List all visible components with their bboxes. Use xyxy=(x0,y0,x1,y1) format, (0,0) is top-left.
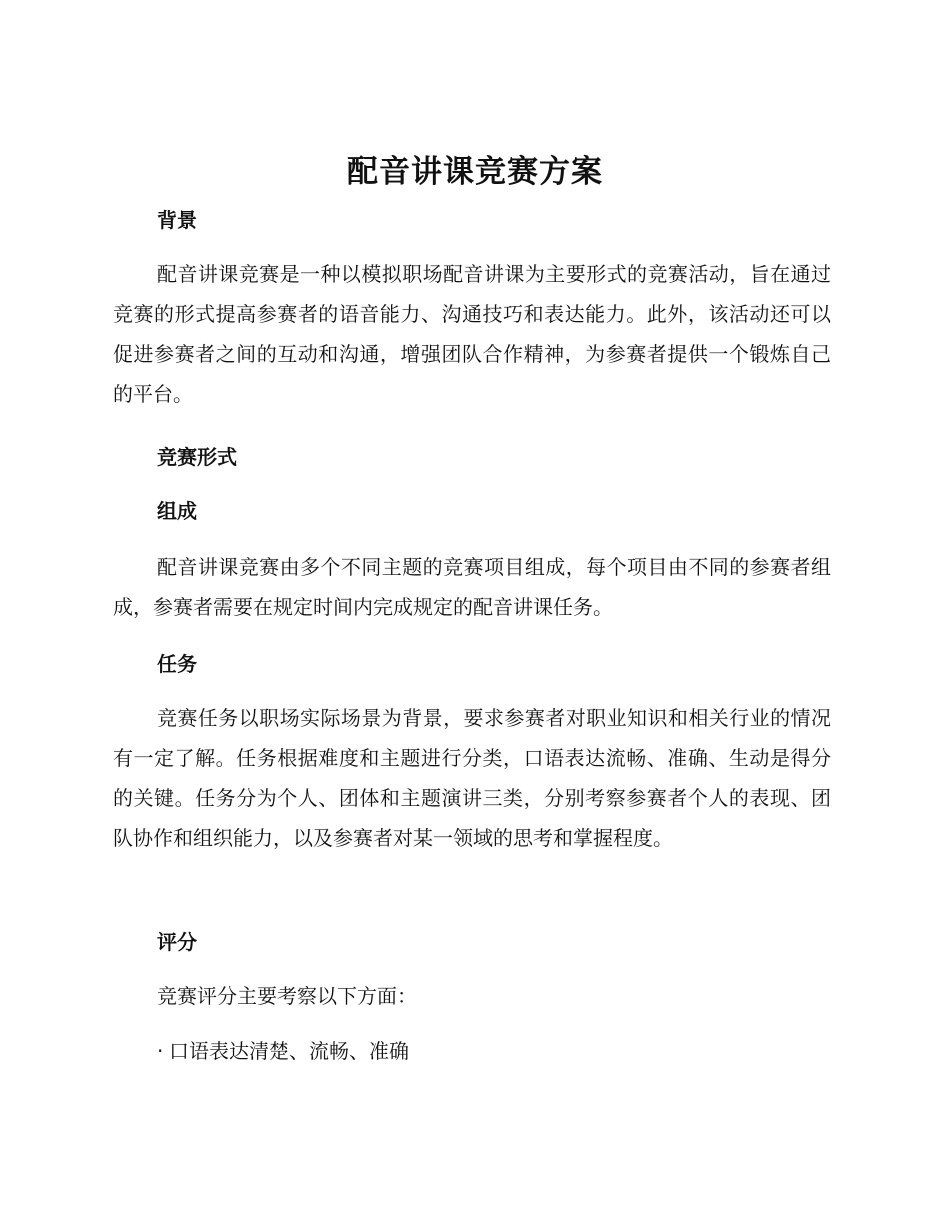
section-heading-scoring: 评分 xyxy=(157,930,197,954)
bullet-marker: · xyxy=(157,1039,164,1063)
document-title: 配音讲课竞赛方案 xyxy=(347,154,603,190)
section-heading-task: 任务 xyxy=(157,652,197,676)
list-item-text: 口语表达清楚、流畅、准确 xyxy=(169,1039,409,1063)
section-heading-background: 背景 xyxy=(157,208,197,232)
list-item xyxy=(157,1036,409,1066)
section-heading-composition: 组成 xyxy=(157,499,197,523)
paragraph-scoring-intro: 竞赛评分主要考察以下方面： xyxy=(157,984,417,1008)
paragraph-composition: 配音讲课竞赛由多个不同主题的竞赛项目组成，每个项目由不同的参赛者组成，参赛者需要在规定时间内完成规定的配音讲课任务。 xyxy=(113,555,831,619)
paragraph-task: 竞赛任务以职场实际场景为背景，要求参赛者对职业知识和相关行业的情况有一定了解。任务根据难度和主题进行分类，口语表达流畅、准确、生动是得分的关键。任务分为个人、团体和主题演讲三类，分别考察参赛者个人的表现、团队协作和组织能力，以及参赛者对某一领域的思考和掌握程度。 xyxy=(113,706,831,850)
section-heading-format: 竞赛形式 xyxy=(157,445,237,469)
paragraph-background: 配音讲课竞赛是一种以模拟职场配音讲课为主要形式的竞赛活动，旨在通过竞赛的形式提高参赛者的语音能力、沟通技巧和表达能力。此外，该活动还可以促进参赛者之间的互动和沟通，增强团队合作精神，为参赛者提供一个锻炼自己的平台。 xyxy=(113,262,831,406)
